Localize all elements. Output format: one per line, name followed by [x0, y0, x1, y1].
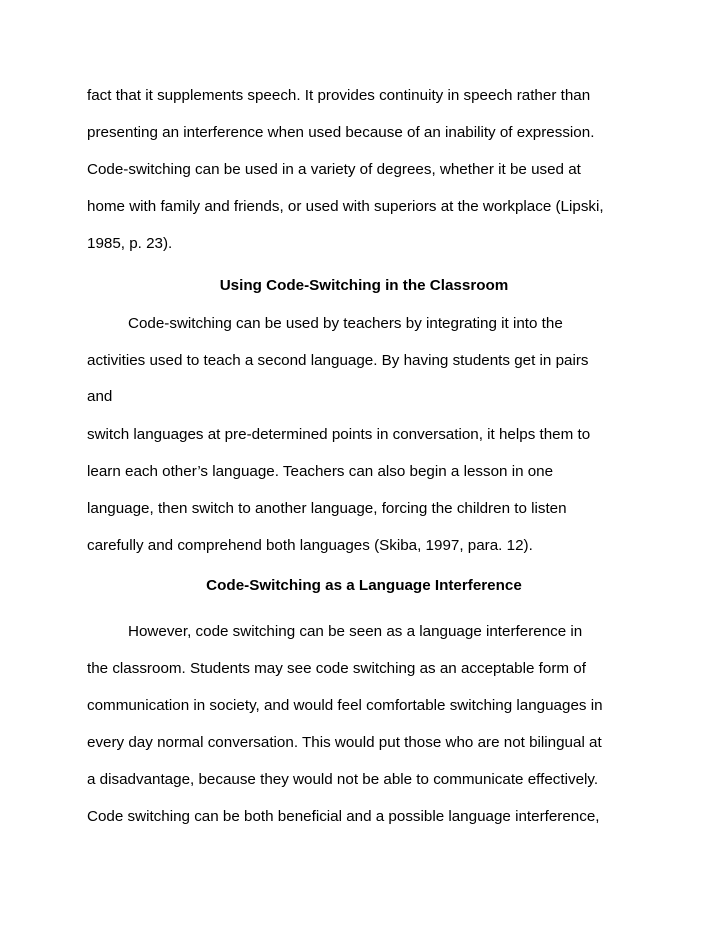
paragraph-line: a disadvantage, because they would not be able to communicate effectively.: [87, 771, 599, 788]
paragraph-line: Code switching can be both beneficial and a possible language interference,: [87, 808, 600, 825]
paragraph-line: fact that it supplements speech. It provides continuity in speech rather than: [87, 87, 591, 104]
paragraph-line: However, code switching can be seen as a language interference in: [128, 623, 583, 640]
paragraph-line: the classroom. Students may see code switching as an acceptable form of: [87, 660, 586, 677]
paragraph-line: communication in society, and would feel comfortable switching languages in: [87, 697, 603, 714]
paragraph-line: switch languages at pre-determined points in conversation, it helps them to: [87, 426, 591, 443]
paragraph-line: 1985, p. 23).: [87, 235, 173, 252]
paragraph-line: language, then switch to another language, forcing the children to listen: [87, 500, 567, 517]
section-heading-interference: Code-Switching as a Language Interference: [206, 577, 522, 594]
paragraph-line: presenting an interference when used because of an inability of expression.: [87, 124, 595, 141]
paragraph-line: and: [87, 388, 113, 405]
section-heading-classroom: Using Code-Switching in the Classroom: [219, 277, 509, 294]
paragraph-line: carefully and comprehend both languages (Skiba, 1997, para. 12).: [87, 537, 533, 554]
paragraph-line: every day normal conversation. This would put those who are not bilingual at: [87, 734, 602, 751]
paragraph-line: Code-switching can be used by teachers by integrating it into the: [128, 315, 563, 332]
paragraph-line: home with family and friends, or used with superiors at the workplace (Lipski,: [87, 198, 604, 215]
paragraph-line: Code-switching can be used in a variety of degrees, whether it be used at: [87, 161, 581, 178]
paragraph-line: activities used to teach a second language. By having students get in pairs: [87, 352, 589, 369]
paragraph-line: learn each other’s language. Teachers can also begin a lesson in one: [87, 463, 554, 480]
